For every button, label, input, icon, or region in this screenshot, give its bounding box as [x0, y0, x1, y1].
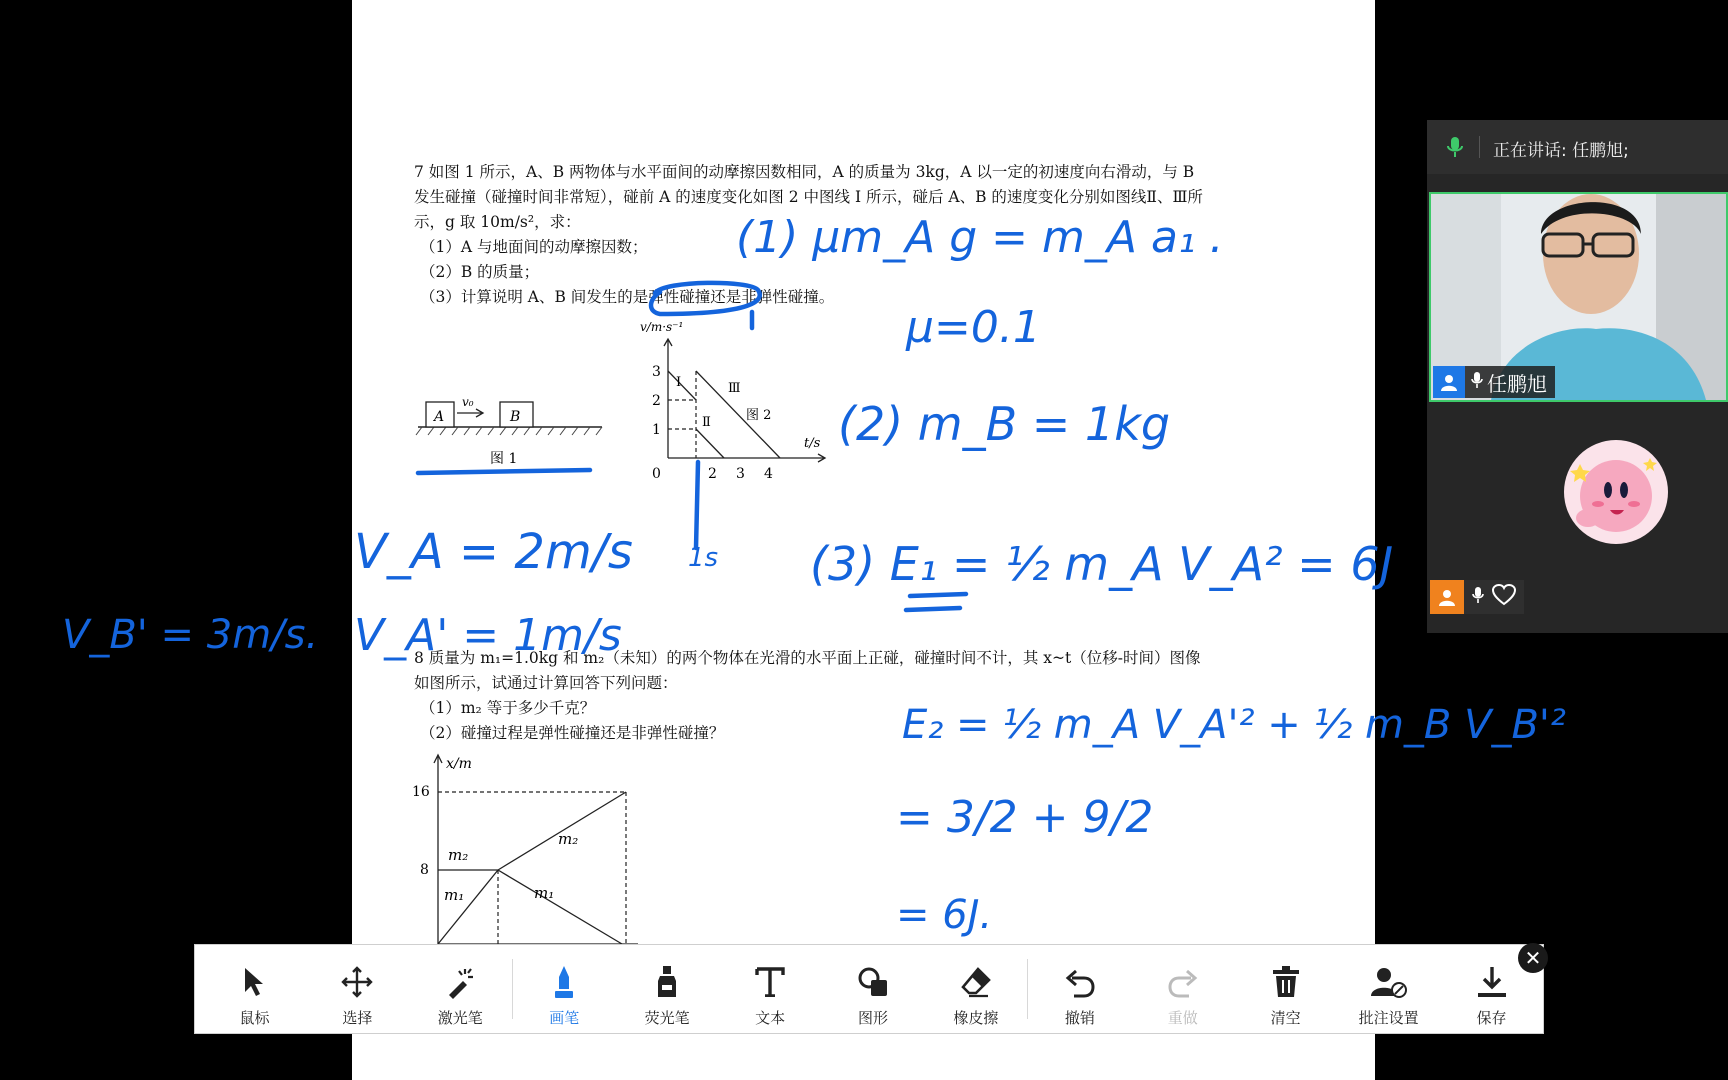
tool-label: 荧光笔 — [644, 1009, 690, 1027]
tool-label: 撤销 — [1064, 1009, 1095, 1027]
highlighter-icon — [647, 963, 687, 1001]
q7-line: 示，g 取 10m/s²，求： — [414, 213, 581, 231]
tool-shapes[interactable] — [822, 945, 925, 1033]
user-avatar-icon — [1430, 580, 1464, 614]
speaker-video-tile[interactable] — [1429, 192, 1728, 402]
q8-line-label: m₁ — [444, 886, 465, 904]
shapes-icon — [853, 963, 893, 1001]
fig2-xlabel: t/s — [804, 436, 821, 451]
move-icon — [337, 963, 377, 1001]
close-toolbar-button[interactable] — [1518, 943, 1548, 973]
question-8-position-graph — [402, 748, 642, 948]
participant-avatar — [1564, 440, 1668, 544]
annotation-toolbar — [194, 944, 1544, 1034]
annotation-settings-icon — [1369, 963, 1409, 1001]
annotation-va: V_A = 2m/s — [354, 524, 633, 580]
q8-ytick: 8 — [420, 862, 429, 878]
line-ii-label: Ⅱ — [702, 415, 711, 430]
microphone-icon — [1447, 136, 1463, 163]
q8-ylabel: x/m — [446, 756, 472, 772]
line-iii-label: Ⅲ — [728, 381, 741, 396]
participant-name-tag — [1433, 366, 1555, 398]
annotation-part2: (2) m_B = 1kg — [838, 397, 1171, 451]
tool-undo[interactable] — [1028, 945, 1131, 1033]
annotation-1s: 1s — [688, 543, 719, 573]
tool-text[interactable] — [719, 945, 822, 1033]
annotation-va-prime: V_A' = 1m/s — [354, 610, 622, 661]
close-icon: ✕ — [1524, 946, 1542, 970]
participant-tile-bar — [1430, 580, 1524, 614]
undo-icon — [1060, 963, 1100, 1001]
fig2-xtick: 4 — [764, 466, 773, 482]
block-a-label: A — [434, 409, 445, 425]
save-icon — [1472, 963, 1512, 1001]
q8-ytick: 16 — [412, 784, 430, 800]
q8-line-label: m₂ — [558, 830, 579, 848]
participant-name: 任鹏旭 — [1487, 371, 1547, 396]
tool-eraser[interactable] — [924, 945, 1027, 1033]
fig2-xtick: 3 — [736, 466, 745, 482]
tool-select[interactable] — [306, 945, 409, 1033]
q7-line: 7 如图 1 所示，A、B 两物体与水平面间的动摩擦因数相同，A 的质量为 3kg，A 以一定的初速度向右滑动，与 B — [414, 163, 1195, 181]
fig2-ylabel: v/m·s⁻¹ — [640, 320, 684, 334]
block-b-label: B — [510, 409, 521, 425]
annotation-mu: μ=0.1 — [906, 302, 1041, 353]
document-page — [352, 0, 1375, 1080]
cursor-icon — [234, 963, 274, 1001]
text-icon — [750, 963, 790, 1001]
q8-line-label: m₁ — [534, 884, 555, 902]
fig2-xtick: 2 — [708, 466, 717, 482]
q8-line: 8 质量为 m₁=1.0kg 和 m₂（未知）的两个物体在光滑的水平面上正碰，碰撞时间不计，其 x~t（位移-时间）图像 — [414, 649, 1201, 667]
tool-label: 批注设置 — [1358, 1009, 1419, 1027]
laser-pointer-icon — [440, 963, 480, 1001]
q8-line-label: m₂ — [448, 846, 469, 864]
heart-icon[interactable] — [1492, 584, 1516, 610]
tool-label: 画笔 — [549, 1009, 580, 1027]
tool-label: 重做 — [1167, 1009, 1198, 1027]
line-i-label: Ⅰ — [676, 375, 682, 390]
tool-clear[interactable] — [1234, 945, 1337, 1033]
tool-label: 图形 — [857, 1009, 888, 1027]
annotation-e2: E₂ = ½ m_A V_A'² + ½ m_B V_B'² — [902, 702, 1566, 748]
figure-2-caption: 图 2 — [746, 408, 772, 423]
q7-line: （1）A 与地面间的动摩擦因数； — [420, 238, 648, 256]
tool-pen[interactable] — [513, 945, 616, 1033]
pen-icon — [544, 963, 584, 1001]
figure-1-blocks — [412, 385, 612, 475]
tool-laser-pointer[interactable] — [409, 945, 512, 1033]
tool-label: 文本 — [755, 1009, 786, 1027]
annotation-result: = 6J. — [896, 892, 993, 938]
question-7-text — [414, 160, 1203, 310]
annotation-part3: (3) E₁ = ½ m_A V_A² = 6J — [810, 537, 1394, 591]
speaker-panel — [1427, 120, 1728, 633]
annotation-sum: = 3/2 + 9/2 — [896, 792, 1154, 843]
question-8-text — [414, 646, 1200, 746]
user-avatar-icon — [1433, 366, 1465, 398]
tool-cursor[interactable] — [203, 945, 306, 1033]
tool-redo[interactable] — [1131, 945, 1234, 1033]
figure-2-velocity-graph — [632, 310, 832, 485]
tool-label: 橡皮擦 — [953, 1009, 999, 1027]
q7-line: （3）计算说明 A、B 间发生的是弹性碰撞还是非弹性碰撞。 — [420, 288, 835, 306]
q8-line: （2）碰撞过程是弹性碰撞还是非弹性碰撞？ — [420, 724, 725, 742]
q7-line: （2）B 的质量； — [420, 263, 540, 281]
now-speaking-bar — [1427, 120, 1728, 174]
v0-label: v₀ — [462, 395, 474, 409]
fig2-ytick: 0 — [652, 466, 661, 482]
tool-highlighter[interactable] — [616, 945, 719, 1033]
microphone-icon[interactable] — [1472, 586, 1484, 608]
tool-label: 激光笔 — [437, 1009, 483, 1027]
fig2-ytick: 2 — [652, 393, 661, 409]
figure-1-caption: 图 1 — [490, 451, 518, 467]
tool-label: 鼠标 — [239, 1009, 270, 1027]
fig2-ytick: 3 — [652, 364, 661, 380]
eraser-icon — [956, 963, 996, 1001]
tool-label: 选择 — [342, 1009, 373, 1027]
redo-icon — [1163, 963, 1203, 1001]
annotation-part1: (1) μm_A g = m_A a₁ . — [736, 212, 1224, 263]
tool-label: 清空 — [1270, 1009, 1301, 1027]
tool-label: 保存 — [1476, 1009, 1507, 1027]
microphone-icon — [1471, 370, 1483, 394]
now-speaking-label: 正在讲话: 任鹏旭; — [1493, 141, 1629, 161]
q8-line: 如图所示，试通过计算回答下列问题： — [414, 674, 678, 692]
annotation-vb-prime: V_B' = 3m/s. — [62, 612, 319, 658]
trash-icon — [1266, 963, 1306, 1001]
q8-line: （1）m₂ 等于多少千克？ — [420, 699, 596, 717]
fig2-ytick: 1 — [652, 422, 661, 438]
tool-annotation-settings[interactable] — [1337, 945, 1440, 1033]
q7-line: 发生碰撞（碰撞时间非常短），碰前 A 的速度变化如图 2 中图线 Ⅰ 所示，碰后 A、B 的速度变化分别如图线Ⅱ、Ⅲ所 — [414, 188, 1203, 206]
